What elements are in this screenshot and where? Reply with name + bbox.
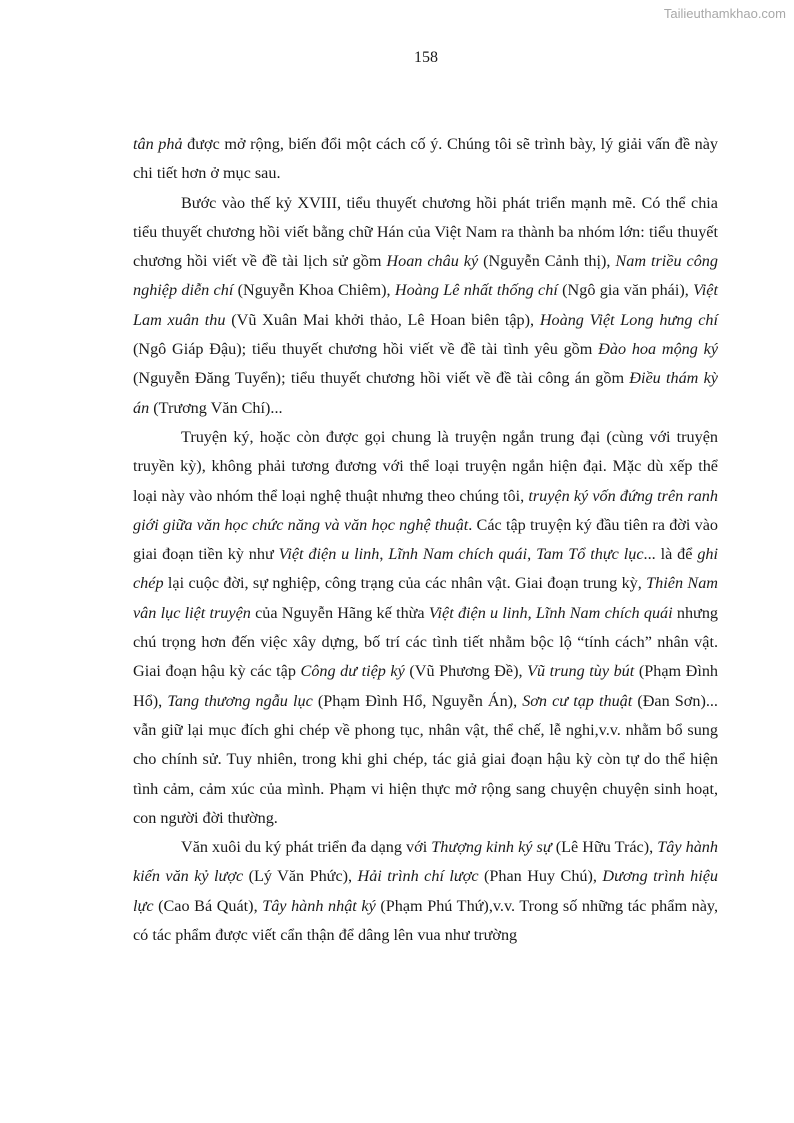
watermark-text: Tailieuthamkhao.com [663, 6, 786, 21]
italic-title-text: Việt điện u linh [278, 545, 380, 564]
body-text: được mở rộng, biến đổi một cách cố ý. Chúng tôi sẽ trình bày, lý giải vấn đề này chi tiết hơn ở mục sau. [133, 135, 719, 183]
body-text: (Nguyễn Đăng Tuyển); tiểu thuyết chương hồi viết về đề tài công án gồm [133, 369, 630, 388]
body-text: (Vũ Phương Đề), [404, 662, 528, 681]
body-text: (Cao Bá Quát), [153, 896, 263, 915]
body-text: Truyện ký, hoặc còn được gọi chung là truyện ngắn trung đại (cùng với truyện truyền kỳ), không phải tương đương với thể loại truyện ngắn hiện đại. Mặc dù xếp thể loại này vào nhóm thể loại nghệ thuật nhưng theo chúng tôi, [133, 427, 718, 505]
body-text: của Nguyễn Hãng kế thừa [250, 603, 429, 622]
body-text: Văn xuôi du ký phát triển đa dạng với [181, 838, 432, 857]
italic-title-text: Việt Lam xuân thu [133, 281, 718, 329]
body-text: (Trương Văn Chí)... [149, 398, 283, 417]
italic-title-text: Sơn cư tạp thuật [522, 691, 633, 710]
italic-title-text: Hải trình chí lược [357, 867, 479, 886]
body-text: (Nguyễn Khoa Chiêm), [233, 281, 395, 300]
italic-title-text: Đào hoa mộng ký [598, 340, 719, 359]
body-text: nhưng chú trọng hơn đến việc xây dựng, bố trí các tình tiết nhằm bộc lộ “tính cách” nhân vật. Giai đoạn hậu kỳ các tập [133, 603, 719, 681]
italic-title-text: Tang thương ngẫu lục [167, 691, 313, 710]
body-text: (Phạm Phú Thứ),v.v. Trong số những tác phẩm này, có tác phẩm được viết cẩn thận để dâng lên vua như trường [133, 896, 718, 945]
paragraph [133, 189, 718, 423]
italic-title-text: Tây hành nhật ký [262, 896, 376, 915]
italic-title-text: ghi chép [133, 545, 719, 593]
body-text: (Lý Văn Phức), [243, 867, 358, 886]
paragraph [133, 833, 718, 950]
italic-title-text: Lĩnh Nam chích quái [388, 545, 528, 564]
italic-title-text: truyện ký vốn đứng trên ranh giới giữa văn học chức năng và văn học nghệ thuật [133, 486, 718, 534]
body-text: Bước vào thế kỷ XVIII, tiểu thuyết chương hồi phát triển mạnh mẽ. Có thể chia tiểu thuyết chương hồi viết bằng chữ Hán của Việt Nam ra thành ba nhóm lớn: tiểu thuyết chương hồi viết về đề tài lịch sử gồm [133, 193, 718, 271]
italic-title-text: Điều thám kỳ án [133, 369, 718, 417]
italic-title-text: Hoàng Việt Long hưng chí [539, 310, 718, 329]
italic-title-text: Thiên Nam vân lục liệt truyện [133, 574, 718, 622]
body-text: (Phạm Đình Hổ, Nguyễn Án), [312, 691, 523, 710]
body-text: , [379, 545, 389, 564]
body-text: (Nguyễn Cảnh thị), [478, 252, 616, 271]
italic-title-text: Công dư tiệp ký [300, 662, 405, 681]
body-text: . Các tập truyện ký đầu tiên ra đời vào giai đoạn tiền kỳ như [133, 515, 719, 564]
paragraph [133, 423, 718, 833]
italic-title-text: Dương trình hiệu lực [133, 867, 718, 915]
italic-title-text: Việt điện u linh [428, 603, 528, 622]
italic-title-text: Hoan châu ký [386, 252, 479, 271]
body-text: , [527, 603, 536, 622]
body-text: (Phạm Đình Hổ), [133, 662, 719, 710]
italic-title-text: Lĩnh Nam chích quái [535, 603, 673, 622]
italic-title-text: Vũ trung tùy bút [527, 662, 635, 681]
italic-title-text: Nam triều công nghiệp diễn chí [133, 252, 718, 300]
body-text: lại cuộc đời, sự nghiệp, công trạng của các nhân vật. Giai đoạn trung kỳ, [163, 574, 647, 593]
italic-title-text: Tây hành kiến văn kỷ lược [133, 838, 718, 886]
body-text: (Đan Sơn)... vẫn giữ lại mục đích ghi chép về phong tục, nhân vật, thể chế, lễ nghi,v.v. nhằm bổ sung cho chính sử. Tuy nhiên, trong khi ghi chép, tác giả giai đoạn hậu kỳ còn tự do thể hiện tình cảm, cảm xúc của mình. Phạm vi hiện thực mở rộng sang chuyện chuyện sinh hoạt, con người đời thường. [133, 691, 718, 827]
italic-title-text: tân phả [133, 135, 183, 153]
italic-title-text: Hoàng Lê nhất thống chí [394, 281, 558, 300]
body-text: , [527, 545, 537, 564]
body-text: (Phan Huy Chú), [478, 867, 603, 886]
body-text: (Ngô gia văn phái), [557, 281, 694, 300]
body-text: (Lê Hữu Trác), [551, 838, 658, 857]
paragraph [133, 130, 718, 189]
body-text: ... là để [643, 545, 698, 564]
page-number: 158 [414, 49, 438, 66]
italic-title-text: Thượng kinh ký sự [431, 838, 552, 857]
italic-title-text: Tam Tổ thực lục [536, 545, 644, 564]
body-text: (Vũ Xuân Mai khởi thảo, Lê Hoan biên tập), [225, 310, 540, 329]
body-text: (Ngô Giáp Đậu); tiểu thuyết chương hồi viết về đề tài tình yêu gồm [133, 340, 599, 359]
document-body [133, 130, 718, 950]
